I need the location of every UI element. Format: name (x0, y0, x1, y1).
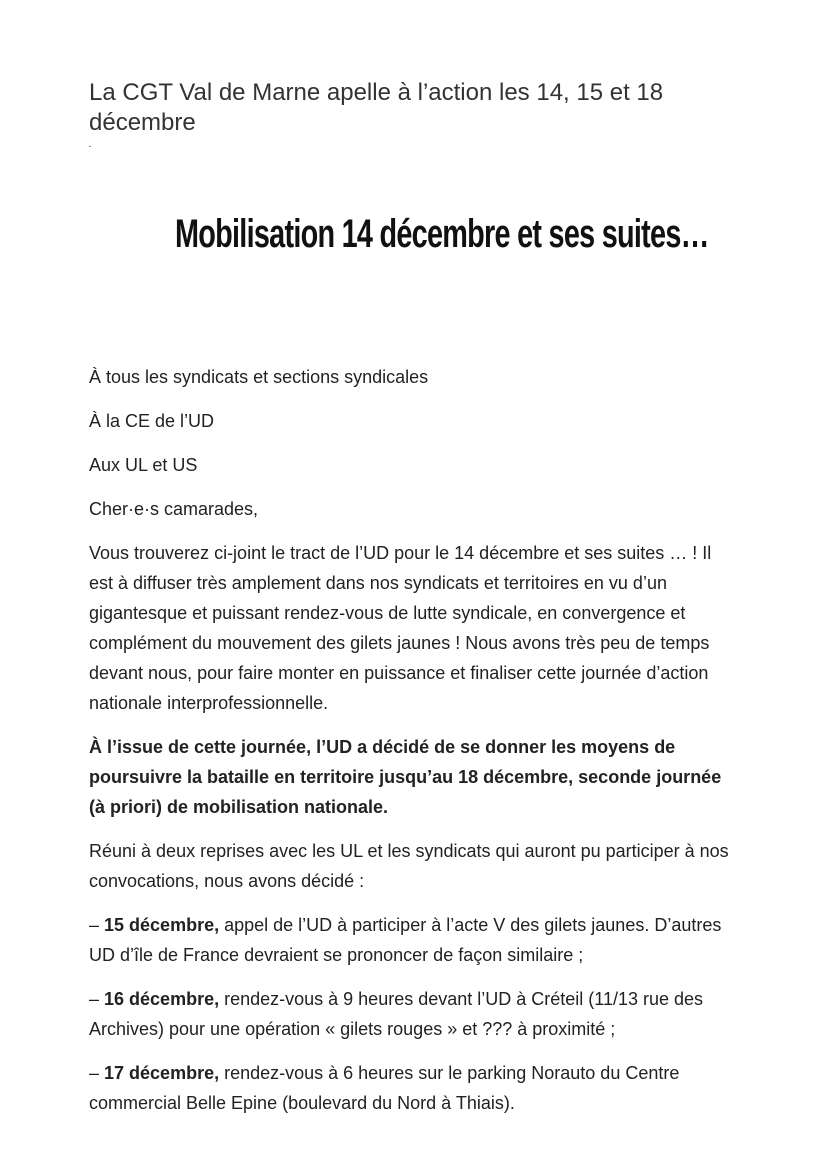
item-date: 15 décembre, (104, 915, 220, 935)
list-item (89, 910, 739, 970)
intro-paragraph: Vous trouverez ci-joint le tract de l’UD pour le 14 décembre et ses suites … ! Il est à diffuser très amplement dans nos syndicats et territoires en vu d’un gigantesque et puissant rendez-vous de lutte syndicale, en convergence et complément du mouvement des gilets jaunes ! Nous avons très peu de temps devant nous, pour faire monter en puissance et finaliser cette journée d’action nationale interprofessionnelle. (89, 543, 712, 713)
decision-intro-paragraph: Réuni à deux reprises avec les UL et les syndicats qui auront pu participer à nos convocations, nous avons décidé : (89, 841, 729, 891)
item-dash: – (89, 989, 105, 1009)
item-dash: – (89, 915, 105, 935)
item-date: 17 décembre, (104, 1063, 220, 1083)
item-text: appel de l’UD à participer à l’acte V des gilets jaunes. D’autres UD d’île de France devraient se prononcer de façon similaire ; (89, 915, 722, 965)
highlight-paragraph: À l’issue de cette journée, l’UD a décidé de se donner les moyens de poursuivre la bataille en territoire jusqu’au 18 décembre, seconde journée (à priori) de mobilisation nationale. (89, 737, 722, 817)
item-dash: – (89, 1063, 105, 1083)
item-date: 16 décembre, (104, 989, 220, 1009)
salutation-line: À tous les syndicats et sections syndicales (89, 367, 429, 387)
document-header (89, 78, 749, 147)
salutation-line: Aux UL et US (89, 455, 198, 475)
list-item (89, 1058, 739, 1118)
salutation-line: À la CE de l’UD (89, 411, 215, 431)
salutation-line: Cher·e·s camarades, (89, 499, 259, 519)
document-body (89, 362, 739, 1132)
banner-heading: Mobilisation 14 décembre et ses suites… (175, 212, 709, 256)
item-text: rendez-vous à 6 heures sur le parking Norauto du Centre commercial Belle Epine (boulevard du Nord à Thiais). (89, 1063, 680, 1113)
item-text: rendez-vous à 9 heures devant l’UD à Créteil (11/13 rue des Archives) pour une opération « gilets rouges » et ??? à proximité ; (89, 989, 704, 1039)
page-title: La CGT Val de Marne apelle à l’action les 14, 15 et 18 décembre (89, 79, 664, 136)
list-item (89, 984, 739, 1044)
separator-mark (89, 146, 91, 147)
